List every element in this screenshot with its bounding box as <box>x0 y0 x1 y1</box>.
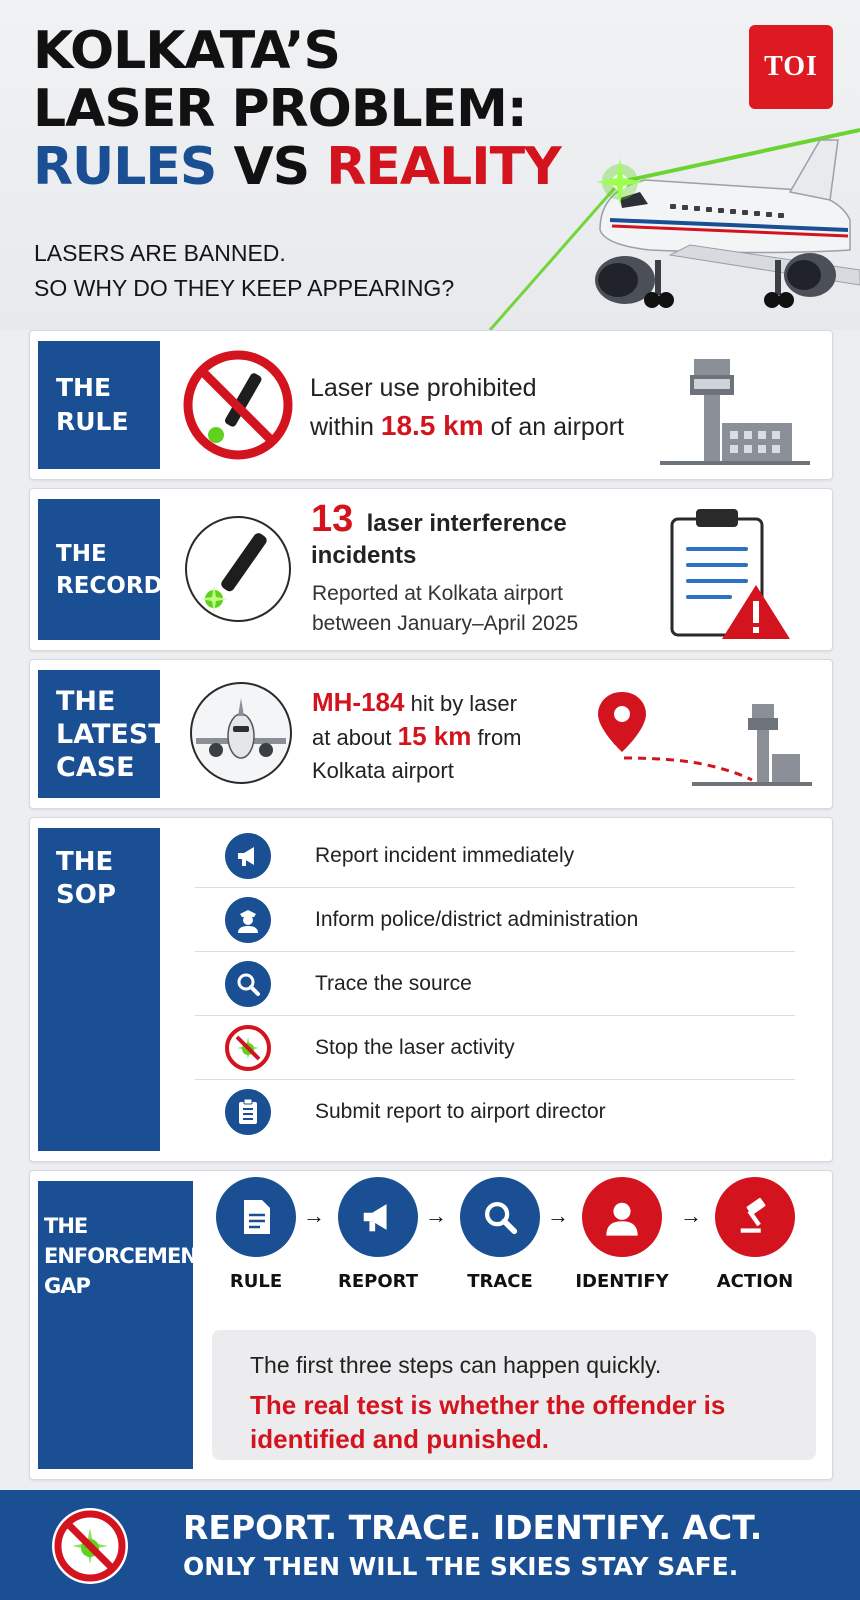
record-detail: Reported at Kolkata airport between January–April 2025 <box>312 582 579 635</box>
magnifier-icon <box>460 1177 540 1257</box>
airplane-front-icon <box>188 680 294 786</box>
enforcement-step-identify: IDENTIFY <box>567 1177 677 1292</box>
latest-case-card <box>29 659 833 809</box>
title-rules: RULES <box>33 137 217 197</box>
enforcement-step-report: REPORT <box>323 1177 433 1292</box>
record-count: 13 <box>311 498 354 540</box>
clipboard-checklist-icon <box>225 1089 271 1135</box>
document-icon <box>216 1177 296 1257</box>
sop-step: Report incident immediately <box>195 824 795 888</box>
person-icon <box>582 1177 662 1257</box>
arrow-icon: → <box>547 1203 569 1228</box>
sop-step: Trace the source <box>195 952 795 1016</box>
subtitle-line-1: LASERS ARE BANNED. <box>34 240 286 266</box>
police-officer-icon <box>225 897 271 943</box>
subtitle-line-2: SO WHY DO THEY KEEP APPEARING? <box>34 275 455 301</box>
enforcement-step-action: ACTION <box>700 1177 810 1292</box>
footer-line-1: REPORT. TRACE. IDENTIFY. ACT. <box>183 1508 763 1547</box>
enforcement-note <box>212 1330 816 1460</box>
footer-line-2: ONLY THEN WILL THE SKIES STAY SAFE. <box>183 1552 739 1581</box>
flight-number: MH-184 <box>312 687 405 717</box>
rule-tag: THE RULE <box>38 341 160 469</box>
enforcement-tag: THE ENFORCEMENT GAP <box>38 1181 193 1469</box>
latest-distance: 15 km <box>397 721 472 751</box>
no-laser-icon <box>52 1508 128 1584</box>
clipboard-alert-icon <box>666 503 796 643</box>
note-line-1: The first three steps can happen quickly. <box>250 1352 662 1378</box>
footer-banner <box>0 1490 860 1600</box>
record-headline: 13 laser interference incidents <box>311 498 567 569</box>
no-laser-icon <box>225 1025 271 1071</box>
note-line-2: The real test is whether the offender is identified and punished. <box>250 1390 726 1454</box>
rule-card <box>29 330 833 480</box>
arrow-icon: → <box>425 1203 447 1228</box>
arrow-icon: → <box>680 1203 702 1228</box>
sop-step: Stop the laser activity <box>195 1016 795 1080</box>
magnifier-icon <box>225 961 271 1007</box>
rule-text: Laser use prohibited within 18.5 km of an airport <box>310 374 624 441</box>
subtitle <box>34 236 454 306</box>
title-reality: REALITY <box>326 137 561 197</box>
sop-step: Submit report to airport director <box>195 1080 795 1144</box>
header <box>0 0 860 330</box>
location-route-icon <box>592 686 812 796</box>
title-vs: VS <box>233 137 310 197</box>
enforcement-step-trace: TRACE <box>445 1177 555 1292</box>
gavel-icon <box>715 1177 795 1257</box>
rule-distance: 18.5 km <box>380 410 484 441</box>
sop-card <box>29 817 833 1162</box>
megaphone-icon <box>338 1177 418 1257</box>
no-laser-pointer-icon <box>182 349 294 461</box>
enforcement-step-rule: RULE <box>201 1177 311 1292</box>
toi-logo: TOI <box>749 25 833 109</box>
latest-case-text: MH-184 hit by laser at about 15 km from Kolkata airport <box>312 687 522 783</box>
sop-tag: THE SOP <box>38 828 160 1151</box>
control-tower-icon <box>660 347 810 467</box>
laser-pointer-icon <box>182 513 294 625</box>
arrow-icon: → <box>303 1203 325 1228</box>
record-card <box>29 488 833 651</box>
latest-case-tag: THE LATEST CASE <box>38 670 160 798</box>
record-tag: THE RECORD <box>38 499 160 640</box>
airplane-laser-illustration <box>470 120 860 330</box>
title-line-1: KOLKATA’S <box>33 21 340 81</box>
megaphone-icon <box>225 833 271 879</box>
title-line-2: LASER PROBLEM: <box>33 79 527 139</box>
sop-step: Inform police/district administration <box>195 888 795 952</box>
